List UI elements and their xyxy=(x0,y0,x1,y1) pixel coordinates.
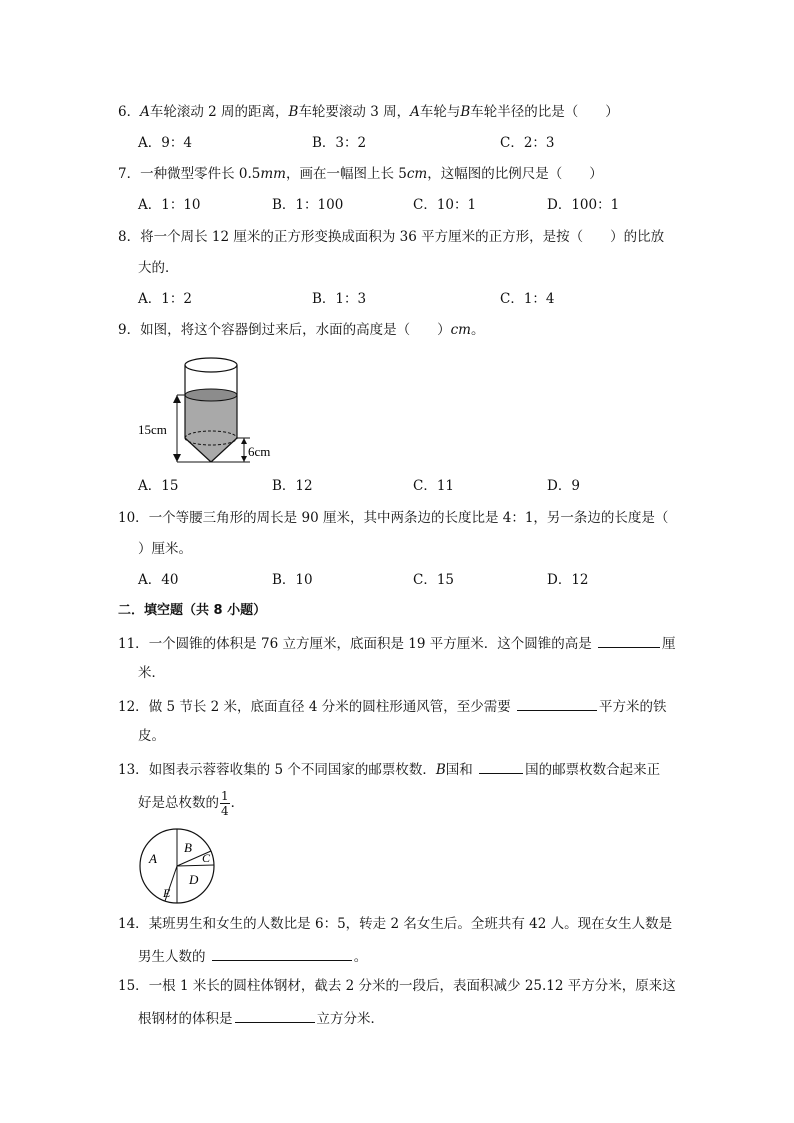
q10-continuation: ）厘米。 xyxy=(138,541,192,557)
q12-continuation: 皮。 xyxy=(138,728,165,744)
section-title: 二．填空题（共 8 小题） xyxy=(118,603,267,618)
q9-option-c[interactable]: C．11 xyxy=(413,478,455,494)
question-number: 12． xyxy=(118,699,149,715)
question-number: 8． xyxy=(118,229,141,245)
text: 一个等腰三角形的周长是 90 厘米，其中两条边的长度比是 4：1，另一条边的长度是（ xyxy=(148,510,669,526)
q14-continuation xyxy=(138,946,367,966)
q10-option-a[interactable]: A．40 xyxy=(138,572,179,588)
question-number: 10． xyxy=(118,510,149,526)
text: 车轮要滚动 3 周， xyxy=(298,104,411,120)
answer-blank[interactable] xyxy=(479,759,523,774)
text: 。 xyxy=(470,322,485,338)
text: 国和 xyxy=(445,762,473,778)
question-number: 13． xyxy=(118,762,149,778)
water-fill xyxy=(185,395,237,462)
text: 厘 xyxy=(662,636,676,652)
cone-height-label: 6cm xyxy=(248,444,271,459)
answer-blank[interactable] xyxy=(598,633,660,648)
text: 立方分米． xyxy=(316,1011,384,1027)
text: 某班男生和女生的人数比是 6：5，转走 2 名女生后。全班共有 42 人。现在女生人数是 xyxy=(148,916,673,932)
question-9 xyxy=(118,321,484,339)
text: ． xyxy=(230,795,245,811)
text: 平方米的铁 xyxy=(599,699,667,715)
text: 好是总枚数的 xyxy=(138,795,219,811)
q7-option-b[interactable]: B．1：100 xyxy=(272,197,344,213)
cylinder-top-rim xyxy=(185,358,237,372)
text: 做 5 节长 2 米，底面直径 4 分米的圆柱形通风管，至少需要 xyxy=(148,699,511,715)
water-surface xyxy=(185,389,237,401)
unit-mm: mm xyxy=(260,166,286,182)
text: 根钢材的体积是 xyxy=(138,1011,233,1027)
q11-continuation: 米． xyxy=(138,665,165,681)
question-7 xyxy=(118,165,603,183)
question-15 xyxy=(118,977,676,995)
height-label: 15cm xyxy=(138,422,167,437)
q15-continuation xyxy=(138,1008,384,1028)
question-number: 6． xyxy=(118,104,141,120)
var-b: B xyxy=(288,104,299,120)
question-6 xyxy=(118,103,619,121)
q6-option-a[interactable]: A．9：4 xyxy=(138,135,192,151)
q13-continuation xyxy=(138,789,244,818)
text: 如图，将这个容器倒过来后，水面的高度是（ ） xyxy=(140,322,451,338)
answer-blank[interactable] xyxy=(517,696,597,711)
q9-option-d[interactable]: D．9 xyxy=(547,478,580,494)
q8-continuation: 大的． xyxy=(138,260,179,276)
text: 男生人数的 xyxy=(138,949,206,965)
text: 如图表示蓉蓉收集的 5 个不同国家的邮票枚数． xyxy=(148,762,436,778)
question-13 xyxy=(118,759,660,779)
var-a: A xyxy=(140,104,150,120)
var-b: B xyxy=(435,762,446,778)
pie-label-e: E xyxy=(163,886,171,900)
text: 国的邮票枚数合起来正 xyxy=(525,762,661,778)
q7-option-d[interactable]: D．100：1 xyxy=(547,197,620,213)
q7-option-a[interactable]: A．1：10 xyxy=(138,197,201,213)
answer-blank[interactable] xyxy=(212,946,352,961)
arrow-down-icon xyxy=(241,456,247,462)
question-11 xyxy=(118,633,676,653)
question-number: 11． xyxy=(118,636,149,652)
text: ，这幅图的比例尺是（ ） xyxy=(427,166,603,182)
pie-label-a: A xyxy=(149,851,157,866)
pie-label-c: C xyxy=(202,851,211,865)
unit-cm: cm xyxy=(406,166,428,182)
text: 一个圆锥的体积是 76 立方厘米，底面积是 19 平方厘米．这个圆锥的高是 xyxy=(148,636,592,652)
text: ，画在一幅图上长 5 xyxy=(285,166,407,182)
question-number: 14． xyxy=(118,916,149,932)
text: 一根 1 米长的圆柱体钢材，截去 2 分米的一段后，表面积减少 25.12 平方分米，原来这 xyxy=(148,978,676,994)
text: 将一个周长 12 厘米的正方形变换成面积为 36 平方厘米的正方形，是按（ ）的比放 xyxy=(140,229,665,245)
question-number: 15． xyxy=(118,978,149,994)
question-12 xyxy=(118,696,667,716)
text: 车轮半径的比是（ ） xyxy=(470,104,619,120)
q10-option-c[interactable]: C．15 xyxy=(413,572,455,588)
q10-option-d[interactable]: D．12 xyxy=(547,572,589,588)
q9-option-a[interactable]: A．15 xyxy=(138,478,179,494)
q10-option-b[interactable]: B．10 xyxy=(272,572,313,588)
arrow-up-icon xyxy=(173,395,181,403)
pie-label-b: B xyxy=(184,840,192,855)
q6-option-b[interactable]: B．3：2 xyxy=(312,135,367,151)
answer-blank[interactable] xyxy=(235,1008,315,1023)
q7-option-c[interactable]: C．10：1 xyxy=(413,197,477,213)
question-10 xyxy=(118,509,668,527)
q8-option-c[interactable]: C．1：4 xyxy=(500,291,555,307)
arrow-up-icon xyxy=(241,438,247,444)
question-number: 9． xyxy=(118,322,141,338)
stamp-pie-chart xyxy=(136,828,220,904)
fraction xyxy=(220,789,230,818)
q8-option-a[interactable]: A．1：2 xyxy=(138,291,192,307)
text: 一种微型零件长 0.5 xyxy=(140,166,261,182)
denominator: 4 xyxy=(221,804,229,818)
numerator: 1 xyxy=(221,789,229,803)
question-14 xyxy=(118,915,672,933)
question-number: 7． xyxy=(118,166,141,182)
text: 车轮滚动 2 周的距离， xyxy=(149,104,289,120)
unit-cm: cm xyxy=(450,322,471,338)
q6-option-c[interactable]: C．2：3 xyxy=(500,135,555,151)
q9-option-b[interactable]: B．12 xyxy=(272,478,313,494)
var-a: A xyxy=(410,104,420,120)
question-8 xyxy=(118,228,664,246)
container-figure xyxy=(130,350,290,470)
pie-label-d: D xyxy=(189,872,199,887)
text: 车轮与 xyxy=(419,104,461,120)
q8-option-b[interactable]: B．1：3 xyxy=(312,291,367,307)
arrow-down-icon xyxy=(173,454,181,462)
var-b: B xyxy=(460,104,471,120)
text: 。 xyxy=(353,949,368,965)
